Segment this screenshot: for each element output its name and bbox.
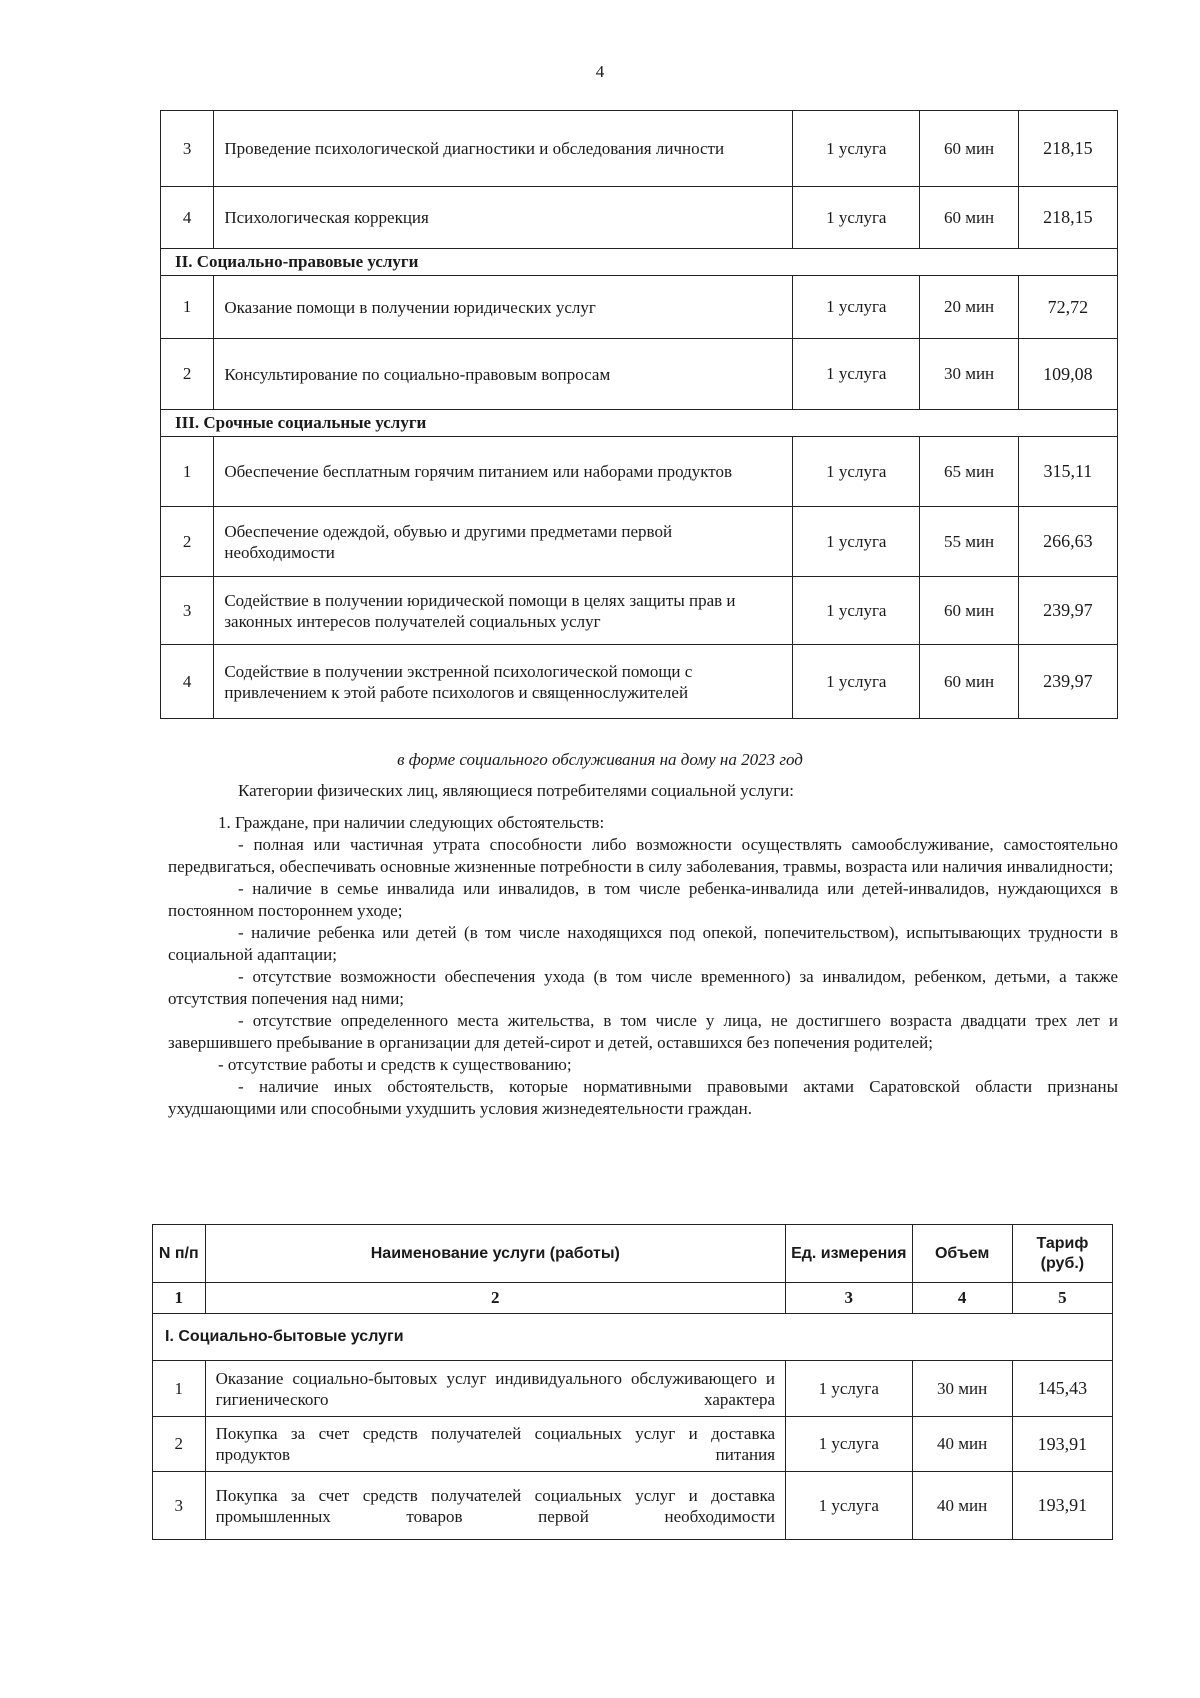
tariff-cell: 218,15 xyxy=(1018,187,1117,249)
unit-cell: 1 услуга xyxy=(786,1417,912,1472)
header-volume: Объем xyxy=(912,1225,1012,1283)
row-number: 1 xyxy=(161,276,214,339)
paragraph: - наличие ребенка или детей (в том числе находящихся под опекой, попечительством), испытывающих трудности в социальной адаптации; xyxy=(168,923,1118,964)
volume-cell: 60 мин xyxy=(920,645,1018,719)
categories-title: Категории физических лиц, являющиеся потребителями социальной услуги: xyxy=(238,781,794,800)
header-tariff: Тариф (руб.) xyxy=(1012,1225,1112,1283)
volume-cell: 55 мин xyxy=(920,507,1018,577)
table-row xyxy=(161,111,1118,187)
volume-cell: 65 мин xyxy=(920,437,1018,507)
section-row xyxy=(161,249,1118,276)
service-name: Консультирование по социально-правовым вопросам xyxy=(214,339,793,410)
form-caption: в форме социального обслуживания на дому на 2023 год xyxy=(397,750,803,769)
column-index: 2 xyxy=(205,1283,785,1314)
volume-cell: 30 мин xyxy=(920,339,1018,410)
header-name: Наименование услуги (работы) xyxy=(205,1225,785,1283)
tariff-cell: 72,72 xyxy=(1018,276,1117,339)
unit-cell: 1 услуга xyxy=(793,111,920,187)
unit-cell: 1 услуга xyxy=(793,507,920,577)
tariff-cell: 239,97 xyxy=(1018,645,1117,719)
tariff-cell: 239,97 xyxy=(1018,577,1117,645)
paragraph: - отсутствие определенного места жительства, в том числе у лица, не достигшего возраста двадцати трех лет и завершившего пребывание в организации для детей-сирот и детей, оставшихся без попечения родителей; xyxy=(168,1011,1118,1052)
table-row xyxy=(161,187,1118,249)
tariff-cell: 218,15 xyxy=(1018,111,1117,187)
header-unit: Ед. измерения xyxy=(786,1225,912,1283)
unit-cell: 1 услуга xyxy=(786,1472,912,1540)
row-number: 3 xyxy=(161,111,214,187)
table-row xyxy=(161,276,1118,339)
row-number: 3 xyxy=(153,1472,206,1540)
table-header-row xyxy=(153,1225,1113,1283)
service-name: Покупка за счет средств получателей социальных услуг и доставка продуктов питания xyxy=(205,1417,785,1472)
section-title: III. Срочные социальные услуги xyxy=(161,410,1118,437)
table-row xyxy=(153,1361,1113,1417)
service-name: Проведение психологической диагностики и обследования личности xyxy=(214,111,793,187)
column-index: 4 xyxy=(912,1283,1012,1314)
unit-cell: 1 услуга xyxy=(793,339,920,410)
volume-cell: 30 мин xyxy=(912,1361,1012,1417)
row-number: 2 xyxy=(161,507,214,577)
table-row xyxy=(161,339,1118,410)
tariff-cell: 315,11 xyxy=(1018,437,1117,507)
unit-cell: 1 услуга xyxy=(786,1361,912,1417)
section-row xyxy=(161,410,1118,437)
row-number: 2 xyxy=(153,1417,206,1472)
table-row xyxy=(161,507,1118,577)
service-name: Психологическая коррекция xyxy=(214,187,793,249)
row-number: 2 xyxy=(161,339,214,410)
unit-cell: 1 услуга xyxy=(793,645,920,719)
service-name: Оказание социально-бытовых услуг индивидуального обслуживающего и гигиенического характера xyxy=(205,1361,785,1417)
column-index-row xyxy=(153,1283,1113,1314)
section-title: II. Социально-правовые услуги xyxy=(161,249,1118,276)
row-number: 1 xyxy=(153,1361,206,1417)
table-row xyxy=(161,645,1118,719)
service-name: Оказание помощи в получении юридических услуг xyxy=(214,276,793,339)
column-index: 5 xyxy=(1012,1283,1112,1314)
unit-cell: 1 услуга xyxy=(793,437,920,507)
column-index: 3 xyxy=(786,1283,912,1314)
page-number: 4 xyxy=(595,62,605,81)
table-row xyxy=(161,437,1118,507)
service-name: Содействие в получении юридической помощи в целях защиты прав и законных интересов получателей социальных услуг xyxy=(214,577,793,645)
paragraph: - полная или частичная утрата способности либо возможности осуществлять самообслуживание, самостоятельно передвигаться, обеспечивать основные жизненные потребности в силу заболевания, травмы, возраста или наличия инвалидности; xyxy=(168,835,1118,876)
unit-cell: 1 услуга xyxy=(793,187,920,249)
volume-cell: 20 мин xyxy=(920,276,1018,339)
section-row xyxy=(153,1314,1113,1361)
service-name: Обеспечение одеждой, обувью и другими предметами первой необходимости xyxy=(214,507,793,577)
service-name: Содействие в получении экстренной психологической помощи с привлечением к этой работе психологов и священнослужителей xyxy=(214,645,793,719)
paragraph: - наличие в семье инвалида или инвалидов, в том числе ребенка-инвалида или детей-инвалидов, нуждающихся в постоянном постороннем уходе; xyxy=(168,879,1118,920)
paragraph: - отсутствие работы и средств к существованию; xyxy=(218,1055,572,1074)
volume-cell: 40 мин xyxy=(912,1417,1012,1472)
tariff-cell: 266,63 xyxy=(1018,507,1117,577)
row-number: 4 xyxy=(161,645,214,719)
tariff-cell: 193,91 xyxy=(1012,1417,1112,1472)
column-index: 1 xyxy=(153,1283,206,1314)
tariff-cell: 193,91 xyxy=(1012,1472,1112,1540)
paragraph: - отсутствие возможности обеспечения ухода (в том числе временного) за инвалидом, ребенком, детьми, а также отсутствия попечения над ними; xyxy=(168,967,1118,1008)
volume-cell: 60 мин xyxy=(920,111,1018,187)
service-name: Покупка за счет средств получателей социальных услуг и доставка промышленных товаров первой необходимости xyxy=(205,1472,785,1540)
volume-cell: 60 мин xyxy=(920,187,1018,249)
tariff-cell: 109,08 xyxy=(1018,339,1117,410)
volume-cell: 40 мин xyxy=(912,1472,1012,1540)
paragraph: - наличие иных обстоятельств, которые нормативными правовыми актами Саратовской области признаны ухудшающими или способными ухудшить условия жизнедеятельности граждан. xyxy=(168,1077,1118,1118)
unit-cell: 1 услуга xyxy=(793,577,920,645)
tariff-cell: 145,43 xyxy=(1012,1361,1112,1417)
table-row xyxy=(161,577,1118,645)
section-title: I. Социально-бытовые услуги xyxy=(153,1314,1113,1361)
unit-cell: 1 услуга xyxy=(793,276,920,339)
volume-cell: 60 мин xyxy=(920,577,1018,645)
home-services-table xyxy=(152,1224,1113,1540)
row-number: 4 xyxy=(161,187,214,249)
row-number: 1 xyxy=(161,437,214,507)
table-row xyxy=(153,1472,1113,1540)
table-row xyxy=(153,1417,1113,1472)
header-num: N п/п xyxy=(153,1225,206,1283)
paragraph: 1. Граждане, при наличии следующих обстоятельств: xyxy=(218,813,605,832)
categories-text xyxy=(168,780,1118,1120)
services-table-continued xyxy=(160,110,1118,719)
service-name: Обеспечение бесплатным горячим питанием или наборами продуктов xyxy=(214,437,793,507)
row-number: 3 xyxy=(161,577,214,645)
